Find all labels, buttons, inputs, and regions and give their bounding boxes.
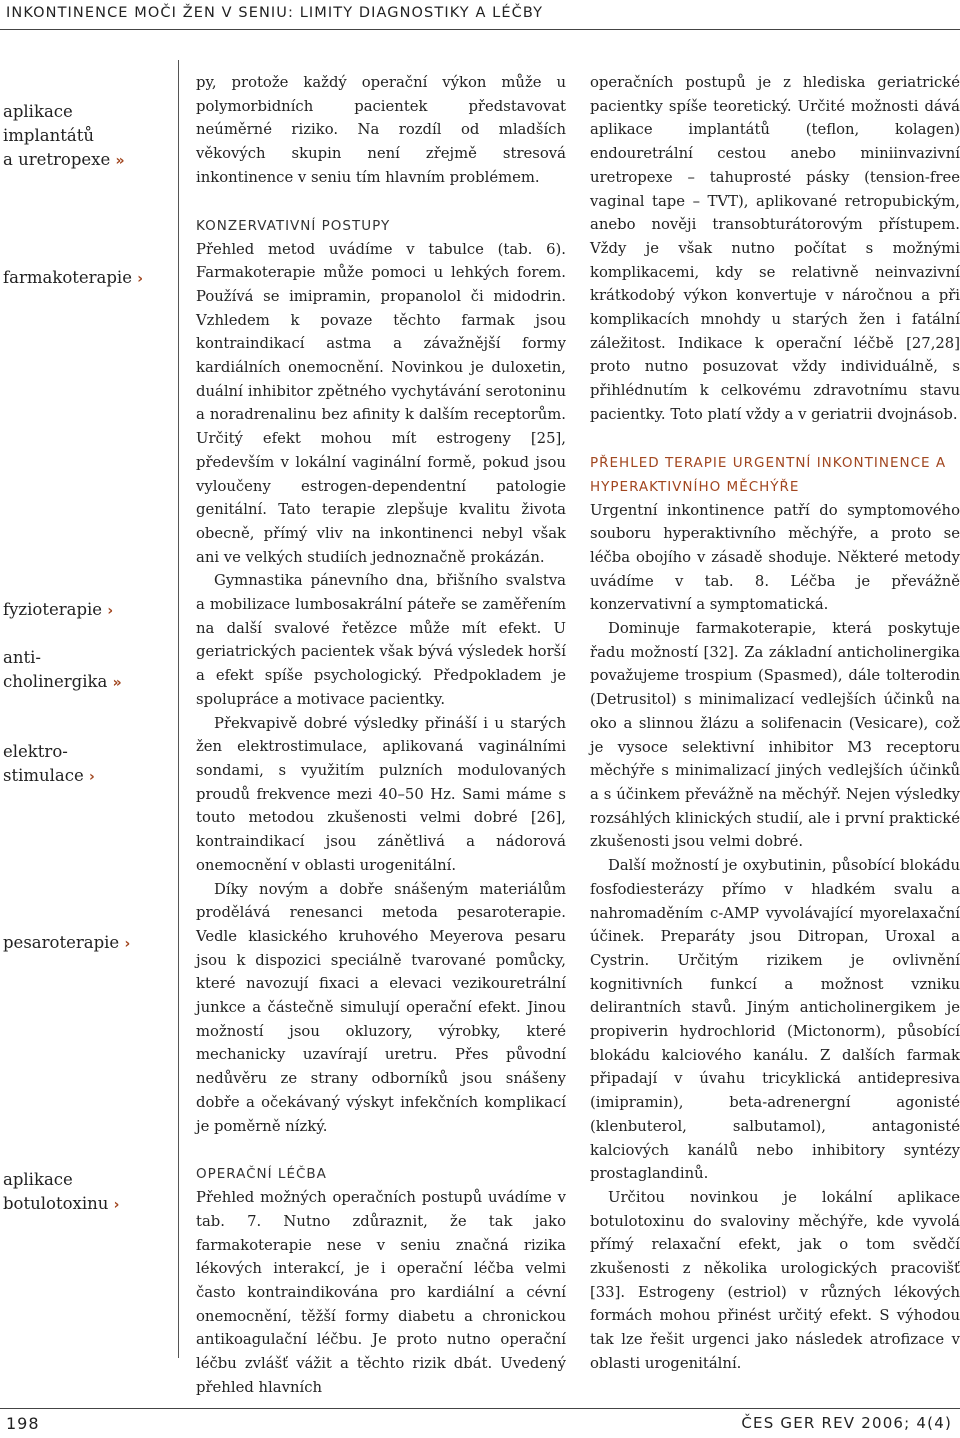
- sidebar-item-label: botulotoxinu: [3, 1194, 109, 1213]
- sidebar-item-anticholinergika: [3, 646, 173, 695]
- journal-citation: ČES GER REV 2006; 4(4): [741, 1414, 952, 1432]
- arrow-icon: ›: [107, 603, 114, 619]
- arrow-icon: ›: [113, 1197, 120, 1213]
- sidebar-item-label: anti-: [3, 648, 41, 667]
- sidebar-item-label: elektro-: [3, 742, 68, 761]
- sidebar-topic-index: [0, 0, 175, 1438]
- sidebar-item-label: aplikace: [3, 102, 73, 121]
- sidebar-item-label: aplikace: [3, 1170, 73, 1189]
- paragraph: Určitou novinkou je lokální aplikace botulotoxinu do svaloviny měchýře, kde vyvolá přímý relaxační efekt, jak o tom svědčí zkušenosti z několika urologických pracovišť [33]. Estrogeny (estriol) v různých lékových formách mohou přinést určitý efekt. S výhodou tak lze řešit urgenci jako následek atrofizace v oblasti urogenitální.: [590, 1188, 960, 1372]
- sidebar-item-label: cholinergika: [3, 672, 108, 691]
- sidebar-item-pesaroterapie: [3, 931, 173, 956]
- paragraph: py, protože každý operační výkon může u polymorbidních pacientek představovat neúměrné riziko. Na rozdíl od mladších věkových skupin není zřejmě stresová inkontinence v seniu tím hlavním problémem.: [196, 74, 566, 186]
- sidebar-item-botulotoxin: [3, 1168, 173, 1217]
- text-column-1: [196, 71, 566, 1400]
- section-heading: KONZERVATIVNÍ POSTUPY: [196, 217, 391, 234]
- sidebar-item-elektrostimulace: [3, 740, 173, 789]
- paragraph: Dominuje farmakoterapie, která poskytuje řadu možností [32]. Za základní anticholinergika považujeme trospium (Spasmed), dále tolterodin (Detrusitol) s minimalizací vedlejších účinků na oko a slinnou žlázu a solifenacin (Vesicare), což je vysoce selektivní inhibitor M3 receptoru měchýře s minimalizací jiných vedlejších účinků a s účinkem převážně na měchýř. Nejen výsledky rozsáhlých klinických studií, ale i první praktické zkušenosti jsou velmi dobré.: [590, 620, 960, 851]
- paragraph: Další možností je oxybutinin, působící blokádu fosfodiesterázy přímo v hladkém svalu a nahromaděním c-AMP vyvolávající myorelaxační účinek. Preparáty jsou Ditropan, Uroxal a Cystrin. Určitým rizikem je ovlivnění kognitivních funkcí a možnost vzniku delirantních stavů. Jiným anticholinergikem je propiverin hydrochlorid (Mictonorm), působící blokádu kalciového kanálu. Z dalších farmak připadají v úvahu tricyklická antidepresiva (imipramin), beta-adrenergní agonisté (klenbuterol, salbutamol), antagonisté kalciových kanálů nebo inhibitory syntézy prostaglandinů.: [590, 857, 960, 1183]
- sidebar-item-label: a uretropexe: [3, 150, 111, 169]
- paragraph: Urgentní inkontinence patří do symptomového souboru hyperaktivního měchýře, a proto se léčba obojího v zásadě shoduje. Některé metody uvádíme v tab. 8. Léčba je převážně konzervativní a symptomatická.: [590, 501, 960, 614]
- paragraph: Díky novým a dobře snášeným materiálům prodělává renesanci metoda pesaroterapie. Vedle klasického kruhového Meyerova pesaru jsou k dispozici speciálně tvarované pomůcky, které navozují fixaci a elevaci vezikouretrální junkce a částečně simulují operační efekt. Jinou možností jsou okluzory, výrobky, které mechanicky uzavírají uretru. Přes původní nedůvěru ze strany odborníků jsou snášeny dobře a očekávaný výskyt infekčních komplikací je poměrně nízký.: [196, 880, 566, 1135]
- arrow-icon: ›: [89, 769, 95, 785]
- double-arrow-icon: »: [112, 675, 122, 691]
- arrow-icon: ›: [137, 271, 144, 287]
- section-heading: OPERAČNÍ LÉČBA: [196, 1166, 327, 1183]
- paragraph: Přehled metod uvádíme v tabulce (tab. 6). Farmakoterapie může pomoci u lehkých forem. Používá se imipramin, propanolol či midodrin. Vzhledem k povaze těchto farmak jsou kontraindikací astma a závažnější formy kardiálních onemocnění. Novinkou je duloxetin, duální inhibitor zpětného vychytávání serotoninu a noradrenalinu bez afinity k dalším receptorům. Určitý efekt mohou mít estrogeny [25], především v lokální vaginální formě, pokud jsou vyloučeny estrogen-dependentní patologie genitální. Tato terapie zlepšuje kvalitu života obecně, přímý vliv na inkontinenci nebyl však ani ve velkých studiích jednoznačně prokázán.: [196, 240, 566, 566]
- text-column-2: [590, 71, 960, 1376]
- paragraph: operačních postupů je z hlediska geriatrické pacientky spíše teoretický. Určité možnosti dává aplikace implantátů (teflon, kolagen) endouretrální cestou anebo miniinvazivní uretropexe – tahuprosté pásky (tension-free vaginal tape – TVT), aplikované retropubickým, anebo nověji transobturátorovým přístupem. Vždy je však nutno počítat s možnými komplikacemi, kdy se relativně neinvazivní krátkodobý výkon konvertuje v náročnou a při komplikacích mnohdy u starých žen i fatální záležitost. Indikace k operační léčbě [27,28] proto nutno posuzovat vždy individuálně, s přihlédnutím k celkovému zdravotnímu stavu pacientky. Toto platí vždy a v geriatrii dvojnásob.: [590, 74, 960, 423]
- sidebar-item-label: implantátů: [3, 126, 94, 145]
- sidebar-item-label: pesaroterapie: [3, 933, 120, 952]
- paragraph: Přehled možných operačních postupů uvádíme v tab. 7. Nutno zdůraznit, že tak jako farmakoterapie nese v seniu značná rizika lékových interakcí, je i operační léčba velmi často kontraindikována pro kardiální a cévní onemocnění, těžší formy diabetu a chronickou antikoagulační léčbu. Je proto nutno operační léčbu zvlášť vážit a těchto rizik dbát. Uvedený přehled hlavních: [196, 1189, 566, 1396]
- sidebar-item-label: farmakoterapie: [3, 268, 132, 287]
- sidebar-item-fyzioterapie: [3, 598, 173, 623]
- double-arrow-icon: »: [115, 153, 125, 169]
- arrow-icon: ›: [124, 936, 131, 952]
- column-divider: [178, 60, 179, 1358]
- page-number: 198: [6, 1414, 40, 1433]
- sidebar-item-farmakoterapie: [3, 266, 173, 291]
- sidebar-item-label: fyzioterapie: [3, 600, 103, 619]
- running-header: INKONTINENCE MOČI ŽEN V SENIU: LIMITY DIAGNOSTIKY A LÉČBY: [0, 0, 960, 30]
- paragraph: Gymnastika pánevního dna, břišního svalstva a mobilizace lumbosakrální páteře se zaměřením na další svalové řetězce může mít efekt. U geriatrických pacientek však bývá výsledek horší a efekt spíše psychologický. Předpokladem je spolupráce a motivace pacientky.: [196, 572, 566, 708]
- sidebar-item-implantaty: [3, 100, 173, 173]
- paragraph: Překvapivě dobré výsledky přináší i u starých žen elektrostimulace, aplikovaná vaginálními sondami, s využitím pulzních modulovaných proudů frekvence mezi 40–50 Hz. Sami máme s touto metodou zkušenosti velmi dobré [26], kontraindikací jsou zánětlivá a nádorová onemocnění v oblasti urogenitální.: [196, 714, 566, 874]
- sidebar-item-label: stimulace: [3, 766, 84, 785]
- section-heading: PŘEHLED TERAPIE URGENTNÍ INKONTINENCE A HYPERAKTIVNÍHO MĚCHÝŘE: [590, 454, 947, 495]
- footer-divider: [0, 1408, 960, 1409]
